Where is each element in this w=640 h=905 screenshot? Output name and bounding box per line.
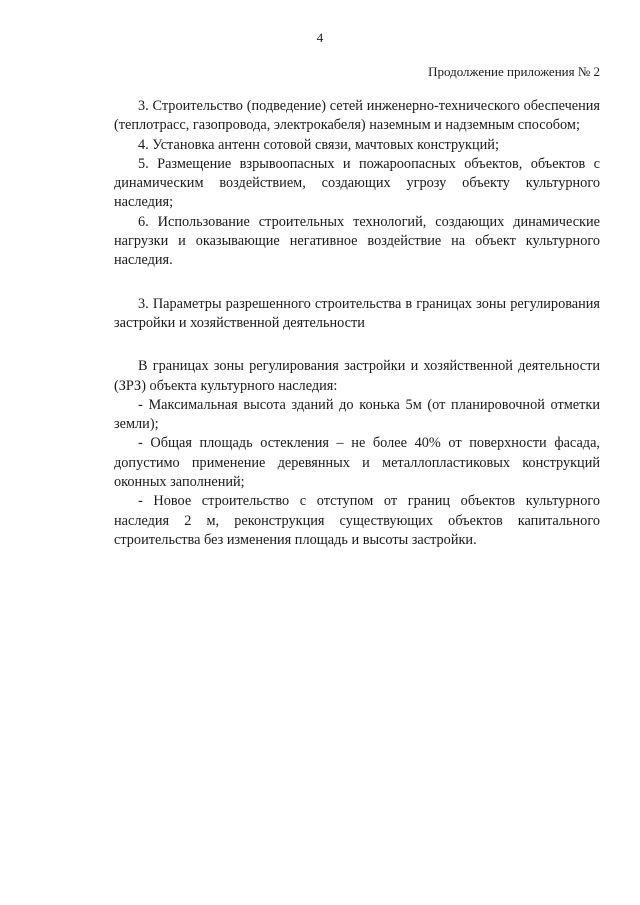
document-body — [114, 97, 600, 550]
parameter-item-height: - Максимальная высота зданий до конька 5м (от планировочной отметки земли); — [114, 396, 600, 433]
restriction-item-6: 6. Использование строительных технологий, создающих динамические нагрузки и оказывающие негативное воздействие на объект культурного наследия. — [114, 213, 600, 269]
section-gap — [114, 271, 600, 295]
parameter-item-setback: - Новое строительство с отступом от границ объектов культурного наследия 2 м, реконструкция существующих объектов капитального строительства без изменения площадь и высоты застройки. — [114, 493, 600, 548]
restriction-item-3: 3. Строительство (подведение) сетей инженерно-технического обеспечения (теплотрасс, газопровода, электрокабеля) наземным и надземным способом; — [114, 98, 600, 134]
appendix-continuation-note: Продолжение приложения № 2 — [428, 64, 600, 79]
section-gap — [114, 333, 600, 357]
parameter-item-glazing: - Общая площадь остекления – не более 40% от поверхности фасада, допустимо применение деревянных и металлопластиковых конструкций оконных заполнений; — [114, 435, 600, 491]
page-number: 4 — [316, 30, 324, 45]
restriction-item-5: 5. Размещение взрывоопасных и пожароопасных объектов, объектов с динамическим воздействием, создающих угрозу объекту культурного наследия; — [114, 155, 600, 211]
section-heading-parameters: 3. Параметры разрешенного строительства в границах зоны регулирования застройки и хозяйственной деятельности — [114, 295, 600, 331]
restriction-item-4: 4. Установка антенн сотовой связи, мачтовых конструкций; — [138, 136, 499, 153]
parameters-intro: В границах зоны регулирования застройки и хозяйственной деятельности (ЗРЗ) объекта культурного наследия: — [114, 358, 600, 394]
